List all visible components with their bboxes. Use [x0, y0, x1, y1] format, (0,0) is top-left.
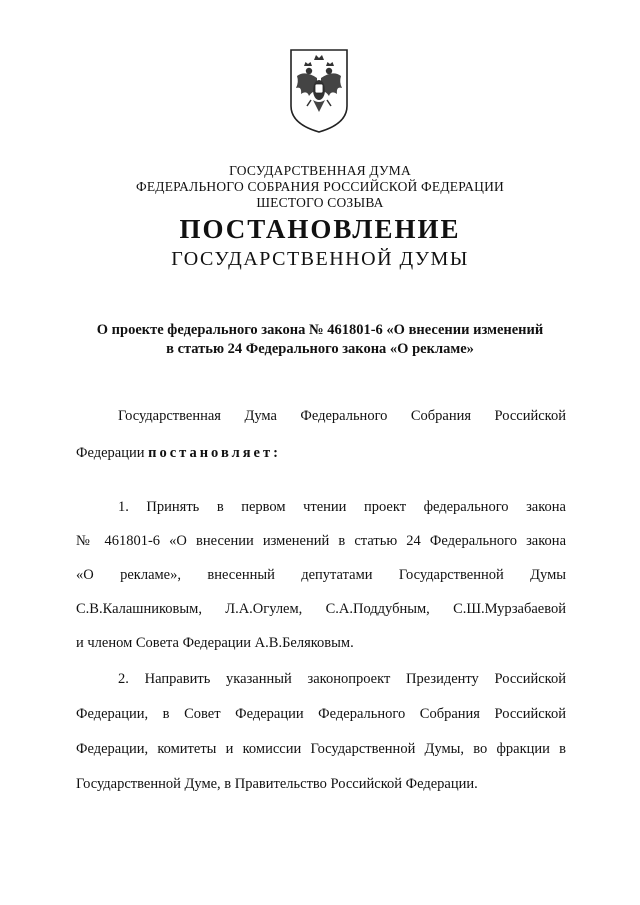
item1-line-5: и членом Совета Федерации А.В.Беляковым. [76, 635, 354, 651]
preamble-line-2 [76, 444, 566, 463]
item1-line-1: 1. Принять в первом чтении проект федерального закона [118, 499, 566, 515]
subject-line-1: О проекте федерального закона № 461801-6 «О внесении изменений [96, 322, 544, 338]
item2-line-1: 2. Направить указанный законопроект Президенту Российской [118, 671, 566, 687]
preamble-line-1: Государственная Дума Федерального Собрания Российской [118, 408, 566, 424]
item2-line-3: Федерации, комитеты и комиссии Государственной Думы, во фракции в [76, 741, 566, 757]
state-emblem [287, 44, 351, 134]
header-line-3: ШЕСТОГО СОЗЫВА [256, 195, 384, 210]
header-line-1: ГОСУДАРСТВЕННАЯ ДУМА [229, 163, 411, 178]
item1-line-2: № 461801-6 «О внесении изменений в статью 24 Федерального закона [76, 533, 566, 549]
item1-line-3: «О рекламе», внесенный депутатами Государственной Думы [76, 567, 566, 583]
header-line-2: ФЕДЕРАЛЬНОГО СОБРАНИЯ РОССИЙСКОЙ ФЕДЕРАЦИИ [136, 179, 504, 194]
document-title: ПОСТАНОВЛЕНИЕ [179, 214, 461, 244]
subject-line-2: в статью 24 Федерального закона «О рекламе» [166, 341, 474, 357]
preamble-resolves: постановляет: [148, 445, 281, 461]
item2-line-4: Государственной Думе, в Правительство Российской Федерации. [76, 776, 478, 792]
item2-line-2: Федерации, в Совет Федерации Федерального Собрания Российской [76, 706, 566, 722]
double-headed-eagle-icon [287, 44, 351, 134]
document-subtitle: ГОСУДАРСТВЕННОЙ ДУМЫ [171, 248, 469, 270]
preamble-prefix: Федерации [76, 445, 145, 461]
item1-line-4: С.В.Калашниковым, Л.А.Огулем, С.А.Поддубным, С.Ш.Мурзабаевой [76, 601, 566, 617]
